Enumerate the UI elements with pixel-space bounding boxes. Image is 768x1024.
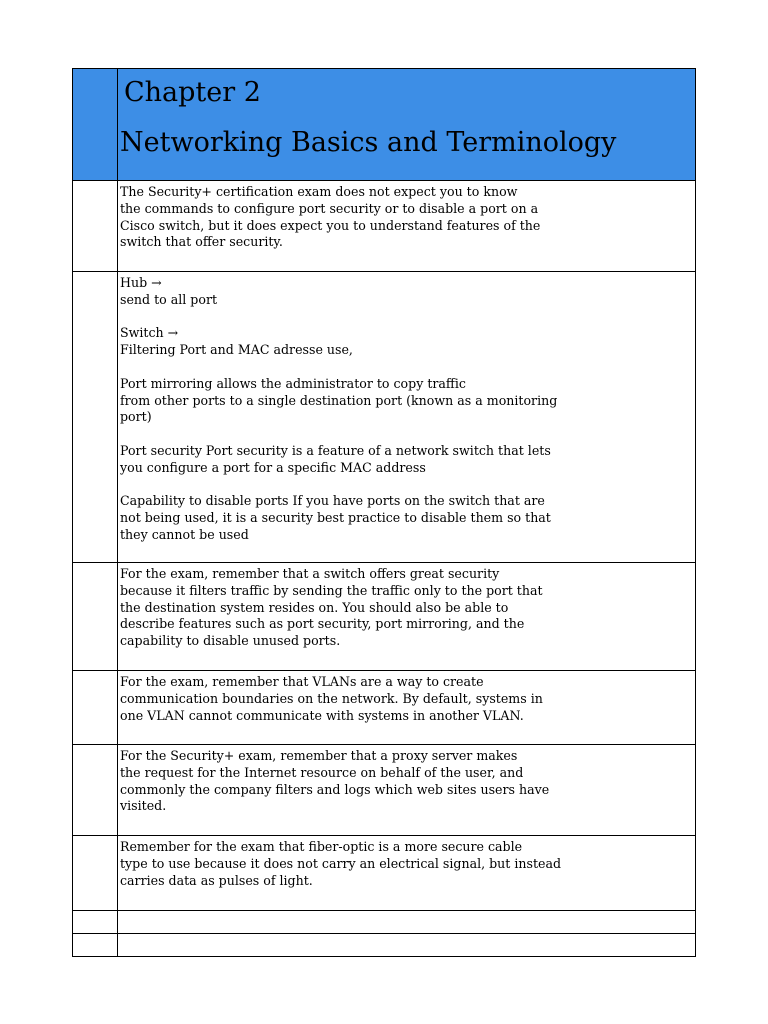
note-line: type to use because it does not carry an electrical signal, but instead [120, 855, 562, 871]
note-line: For the Security+ exam, remember that a proxy server makes [120, 748, 518, 763]
note-cell [118, 671, 696, 745]
chapter-title: Networking Basics and Terminology [120, 127, 617, 158]
row-left-cell [73, 911, 118, 934]
note-text [118, 563, 695, 650]
header-row [73, 69, 696, 181]
row-left-cell [73, 934, 118, 957]
note-line: communication boundaries on the network. By default, systems in [120, 690, 543, 706]
notes-table [72, 68, 696, 957]
note-line: Filtering Port and MAC adresse use, [120, 342, 353, 358]
blank-line [120, 426, 695, 443]
note-line: port) [120, 409, 152, 425]
note-line: The Security+ certification exam does not expect you to know [120, 184, 518, 199]
note-line: one VLAN cannot communicate with systems in another VLAN. [120, 707, 524, 723]
note-line: not being used, it is a security best practice to disable them so that [120, 510, 551, 526]
note-line: Capability to disable ports If you have ports on the switch that are [120, 493, 545, 509]
note-cell [118, 272, 696, 563]
note-text [118, 836, 695, 889]
note-line: from other ports to a single destination port (known as a monitoring [120, 392, 558, 408]
note-line: Port security Port security is a feature of a network switch that lets [120, 442, 551, 458]
table-row [73, 671, 696, 745]
note-text [118, 272, 695, 544]
note-cell [118, 836, 696, 911]
header-cell [118, 69, 696, 181]
note-cell [118, 745, 696, 836]
note-line: capability to disable unused ports. [120, 633, 341, 649]
note-text [118, 181, 695, 251]
note-cell [118, 181, 696, 272]
note-line: because it filters traffic by sending the traffic only to the port that [120, 582, 543, 598]
chapter-label: Chapter 2 [124, 77, 261, 108]
note-line: Remember for the exam that fiber-optic is a more secure cable [120, 839, 523, 854]
note-line: send to all port [120, 291, 218, 307]
table-row [73, 272, 696, 563]
note-cell [118, 563, 696, 671]
table-row [73, 836, 696, 911]
empty-cell [118, 934, 696, 957]
note-line: you configure a port for a specific MAC address [120, 459, 426, 475]
table-row [73, 563, 696, 671]
row-left-cell [73, 745, 118, 836]
note-line: Port mirroring allows the administrator to copy traffic [120, 375, 466, 391]
row-left-cell [73, 563, 118, 671]
note-line: they cannot be used [120, 526, 249, 542]
blank-line [120, 359, 695, 376]
header-left-cell [73, 69, 118, 181]
note-line: the destination system resides on. You should also be able to [120, 599, 509, 615]
row-left-cell [73, 836, 118, 911]
note-line: carries data as pulses of light. [120, 872, 313, 888]
note-line: Cisco switch, but it does expect you to understand features of the [120, 217, 541, 233]
row-left-cell [73, 181, 118, 272]
empty-cell [118, 911, 696, 934]
note-line: For the exam, remember that a switch offers great security [120, 566, 500, 581]
row-left-cell [73, 272, 118, 563]
table-row [73, 745, 696, 836]
table-row [73, 181, 696, 272]
note-line: Switch → [120, 325, 179, 341]
empty-row [73, 934, 696, 957]
blank-line [120, 477, 695, 494]
note-line: visited. [120, 798, 167, 814]
note-text [118, 745, 695, 815]
note-line: For the exam, remember that VLANs are a way to create [120, 674, 484, 689]
blank-line [120, 309, 695, 326]
row-left-cell [73, 671, 118, 745]
note-line: the commands to configure port security or to disable a port on a [120, 200, 539, 216]
note-line: switch that offer security. [120, 234, 283, 250]
note-line: describe features such as port security, port mirroring, and the [120, 616, 525, 632]
note-line: the request for the Internet resource on behalf of the user, and [120, 764, 524, 780]
empty-row [73, 911, 696, 934]
note-line: commonly the company filters and logs which web sites users have [120, 781, 550, 797]
note-line: Hub → [120, 275, 162, 290]
note-text [118, 671, 695, 724]
